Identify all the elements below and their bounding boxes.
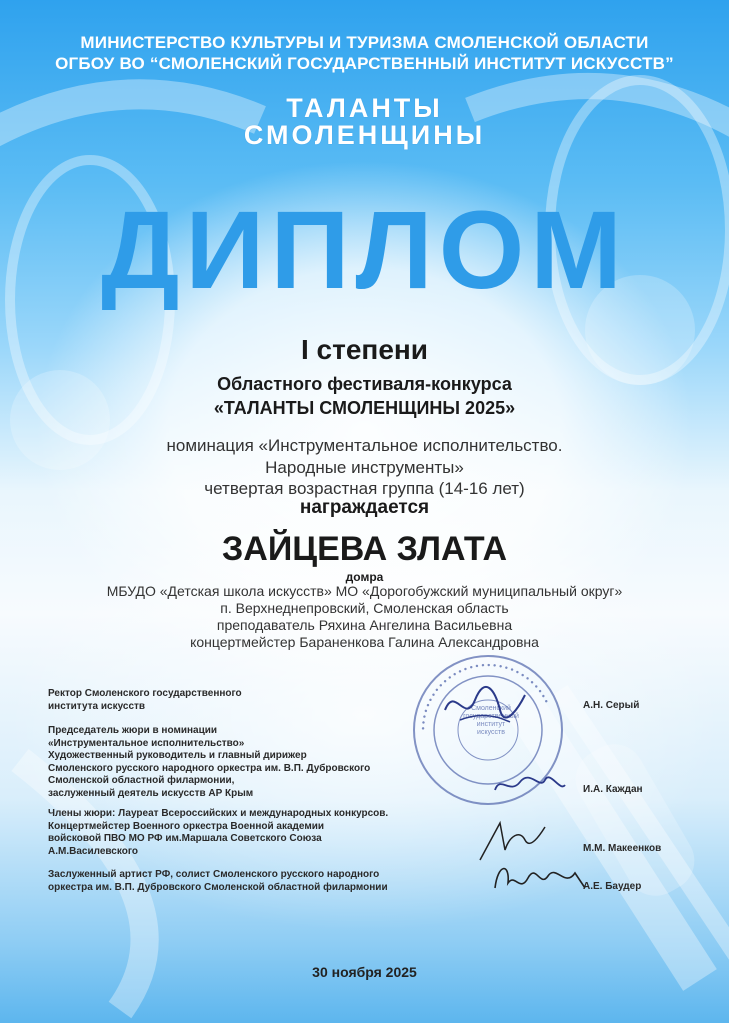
degree: I степени: [300, 334, 429, 365]
signatory-soloist-title: Заслуженный артист РФ, солист Смоленского русского народного оркестра им. В.П. Дубровского Смоленской областной филармонии: [48, 869, 388, 893]
signature-soloist: [490, 858, 590, 898]
winner-school: МБУДО «Детская школа искусств» МО «Дорогобужский муниципальный округ»: [106, 583, 623, 599]
winner-accompanist: концертмейстер Бараненкова Галина Александровна: [190, 634, 539, 650]
signatory-jury-chair-title: Председатель жюри в номинации «Инструментальное исполнительство» Художественный руководитель и главный дирижер Смоленского русского народного оркестра им. В.П. Дубровского Смоленской областной филармонии, заслуженный деятель искусств АР Крым: [48, 725, 371, 799]
signature-rector: [440, 680, 530, 730]
award-date: 30 ноября 2025: [312, 964, 417, 980]
signatory-rector-title: Ректор Смоленского государственного института искусств: [48, 688, 242, 712]
diploma-title: ДИПЛОМ: [101, 189, 628, 312]
stamp-text: Смоленский государственный институт искусств: [463, 705, 519, 736]
awarded-label: награждается: [299, 497, 430, 518]
winner-name: ЗАЙЦЕВА ЗЛАТА: [221, 530, 507, 568]
age-group: четвертая возрастная группа (14-16 лет): [204, 479, 525, 498]
nomination-line1: номинация «Инструментальное исполнительство.: [166, 436, 563, 455]
winner-place: п. Верхнеднепровский, Смоленская область: [220, 600, 509, 616]
winner-instrument: домра: [345, 570, 384, 584]
nomination-line2: Народные инструменты»: [265, 458, 464, 477]
institute-header: ОГБОУ ВО “СМОЛЕНСКИЙ ГОСУДАРСТВЕННЫЙ ИНСТИТУТ ИСКУССТВ”: [55, 54, 674, 73]
winner-teacher: преподаватель Ряхина Ангелина Васильевна: [216, 617, 513, 633]
ministry-header: МИНИСТЕРСТВО КУЛЬТУРЫ И ТУРИЗМА СМОЛЕНСКОЙ ОБЛАСТИ: [80, 33, 649, 52]
festival-logo-line1: ТАЛАНТЫ: [286, 93, 443, 123]
festival-name-line2: «ТАЛАНТЫ СМОЛЕНЩИНЫ 2025»: [213, 398, 516, 418]
festival-logo-line2: СМОЛЕНЩИНЫ: [243, 120, 486, 150]
signatory-jury-chair-name: И.А. Каждан: [583, 784, 643, 795]
signature-jury-chair: [490, 770, 570, 800]
signatory-rector-name: А.Н. Серый: [583, 700, 640, 711]
signatory-jury-member-name: М.М. Макеенков: [583, 843, 662, 854]
signatory-jury-member-title: Члены жюри: Лауреат Всероссийских и международных конкурсов. Концертмейстер Военного оркестра Военной академии войсковой ПВО МО РФ им.Маршала Советского Союза А.М.Василевского: [48, 808, 389, 857]
festival-name-line1: Областного фестиваля-конкурса: [217, 374, 512, 394]
svg-text:• • • • • • • • • • • • • • •: • • • • • • • • • • • • • • • • • • • • • • • • • • • • • •: [417, 659, 552, 731]
signatory-soloist-name: А.Е. Баудер: [583, 881, 642, 892]
